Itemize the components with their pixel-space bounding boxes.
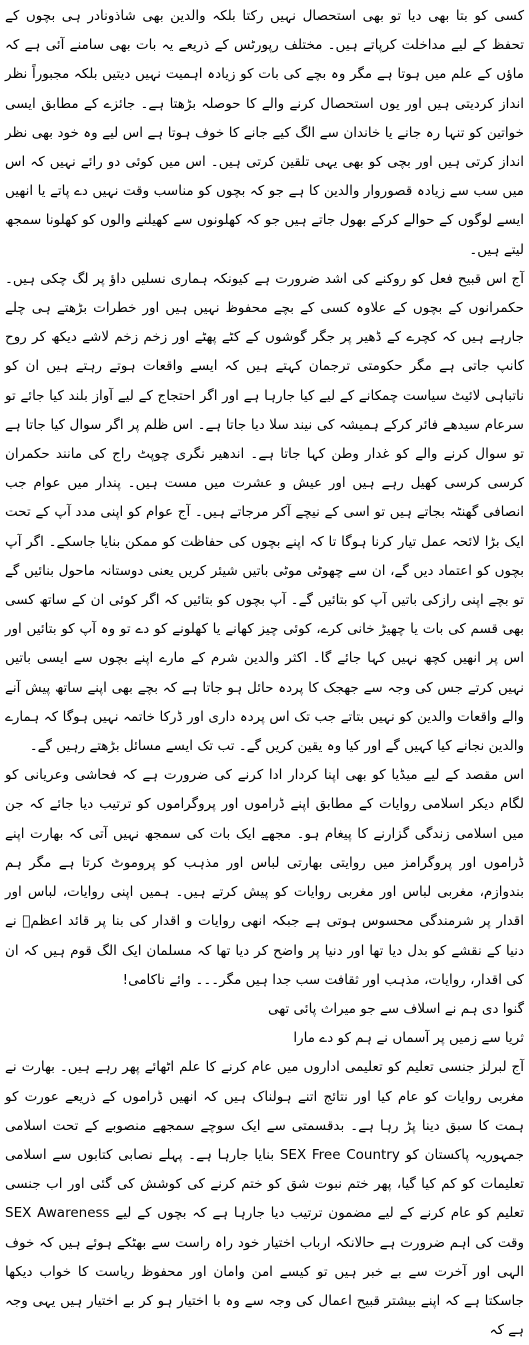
paragraph-1: کسی کو بتا بھی دیا تو بھی استحصال نہیں رکتا بلکہ والدین بھی شاذونادر ہی بچوں کے تحفظ کے لیے مداخلت کرپاتے ہیں۔ مختلف رپورٹس کے ذریعے یہ بات بھی سامنے آئی ہے کہ ماؤں کے علم میں ہوتا ہے مگر وہ بچے کی بات کو زیادہ اہمیت نہیں دیتیں بلکہ مجبوراً نظر انداز کردیتی ہیں اور یوں استحصال کرنے والے کا حوصلہ بڑھتا ہے۔ جائزے کے مطابق ایسی خواتین کو تنہا رہ جانے یا خاندان سے الگ کیے جانے کا خوف ہوتا ہے اس لیے وہ خود بھی نظر انداز کرتی ہیں اور بچی کو بھی یہی تلقین کرتی ہیں۔ اس میں کوئی دو رائے نہیں کہ اس میں سب سے زیادہ قصوروار والدین کا ہے جو کہ بچوں کو مناسب وقت نہیں دے پاتے یا انھیں ایسے لوگوں کے حوالے کرکے بھول جاتے ہیں جو کہ کھلونوں سے کھیلنے والوں کو کھلونا سمجھ لیتے ہیں۔ xyxy=(5,8,524,258)
poem-line-2: ثریا سے زمیں پر آسماں نے ہم کو دے مارا xyxy=(293,1030,524,1047)
poem-line-1: گنوا دی ہم نے اسلاف سے جو میراث پائی تھی xyxy=(268,1000,524,1017)
poem-couplet xyxy=(5,995,524,1053)
paragraph-4: آج لبرلز جنسی تعلیم کو تعلیمی اداروں میں عام کرنے کا علم اٹھائے پھر رہے ہیں۔ بھارت نے مغربی روایات کو عام کیا اور نتائج اتنے ہولناک ہیں کہ انھیں ڈراموں کے ذریعے عورت کو ہمت کا سبق دینا پڑ رہا ہے۔ بدقسمتی سے ایک سوچے سمجھے منصوبے کے تحت اسلامی جمہوریہ پاکستان کو SEX Free Country بنایا جارہا ہے۔ پہلے نصابی کتابوں سے اسلامی تعلیمات کو کم کیا گیا، پھر ختم نبوت شق کو ختم کرنے کی کوشش کی گئی اور اب جنسی تعلیم کو عام کرنے کے لیے مضمون ترتیب دیا جارہا ہے کہ بچوں کے لیے SEX Awareness وقت کی اہم ضرورت ہے حالانکہ ارباب اختیار خود راہ راست سے بھٹکے ہوئے ہیں کہ خوف الہی اور آخرت سے بے خبر ہیں تو کیسے امن وامان اور محفوظ ریاست کا خواب دیکھا جاسکتا ہے کہ اپنے بیشتر قبیح اعمال کی وجہ سے وہ با اختیار ہو کر بے اختیار ہیں یہی وجہ ہے کہ xyxy=(5,1059,524,1339)
paragraph-3: اس مقصد کے لیے میڈیا کو بھی اپنا کردار ادا کرنے کی ضرورت ہے کہ فحاشی وعریانی کو لگام دیکر اسلامی روایات کے مطابق اپنے ڈراموں اور پروگراموں کو ترتیب دیا جائے کہ جن میں اسلامی زندگی گزارنے کا پیغام ہو۔ مجھے ایک بات کی سمجھ نہیں آتی کہ بھارت اپنے ڈراموں اور پروگرامز میں روایتی بھارتی لباس اور مذہب کو پروموٹ کرتا ہے مگر ہم بندوازم، مغربی لباس اور مغربی روایات کو پیش کرتے ہیں۔ ہمیں اپنی روایات، لباس اور اقدار پر شرمندگی محسوس ہوتی ہے جبکہ انھی روایات و اقدار کی بنا پر قائد اعظمؒ نے دنیا کے نقشے کو بدل دیا تھا اور دنیا پر واضح کر دیا تھا کہ مسلمان ایک الگ قوم ہیں کہ ان کی اقدار، روایات، مذہب اور ثقافت سب جدا ہیں مگر۔۔۔ وائے ناکامی! xyxy=(5,767,524,988)
paragraph-2: آج اس قبیح فعل کو روکنے کی اشد ضرورت ہے کیونکہ ہماری نسلیں داؤ پر لگ چکی ہیں۔ حکمرانوں کے بچوں کے علاوہ کسی کے بچے محفوظ نہیں ہیں اور خطرات بڑھتے ہی چلے جارہے ہیں کہ کچرے کے ڈھیر پر جگر گوشوں کے کٹے پھٹے اور زخم زخم لاشے دیکھ کر روح کانپ جاتی ہے مگر حکومتی ترجمان کہتے ہیں کہ ایسے واقعات ہوتے رہتے ہیں ان کو ناتباہی لائیٹ سیاست چمکانے کے لیے کیا جارہا ہے اور اگر احتجاج کے لیے آواز بلند کیا جائے تو سرعام سیدھے فائر کرکے ہمیشہ کی نیند سلا دیا جاتا ہے۔ اس ظلم پر اگر سوال کیا جاتا ہے تو سوال کرنے والے کو غدار وطن کہا جاتا ہے۔ اندھیر نگری چوپٹ راج کی مانند حکمران کرسی کرسی کھیل رہے ہیں اور عیش و عشرت میں مست ہیں۔ پندار میں عوام جب انصافی گھنٹہ بجاتے ہیں تو اسی کے نیچے آکر مرجاتے ہیں۔ آج عوام کو اپنی مدد آپ کے تحت ایک بڑا لائحہ عمل تیار کرنا ہوگا تا کہ اپنے بچوں کی حفاظت کو ممکن بنایا جاسکے۔ اگر آپ بچوں کو اعتماد دیں گے، ان سے چھوٹی موٹی باتیں شیئر کریں یعنی دوستانہ ماحول بنائیں گے تو بچے اپنی رازکی باتیں آپ کو بتائیں گے۔ آپ بچوں کو بتائیں کہ اگر کوئی ان کے ساتھ کسی بھی قسم کی بات یا چھیڑ خانی کرے، کوئی چیز کھانے یا کھلونے کو دے تو وہ آپ کو بتائیں اور اس پر انھیں کچھ نہیں کہا جائے گا۔ اکثر والدین شرم کے مارے اپنے بچوں سے ایسی باتیں نہیں کرتے جس کی وجہ سے جھجک کا پردہ حائل ہو جاتا ہے کہ بچے بھی اپنے ساتھ پیش آنے والے واقعات والدین کو نہیں بتاتے جب تک اس پردہ داری اور ڈرکا خاتمہ نہیں ہوگا کہ ہمارے والدین نجانے کیا کہیں گے اور کیا وہ یقین کریں گے۔ تب تک ایسے مسائل بڑھتے رہیں گے۔ xyxy=(5,270,524,755)
